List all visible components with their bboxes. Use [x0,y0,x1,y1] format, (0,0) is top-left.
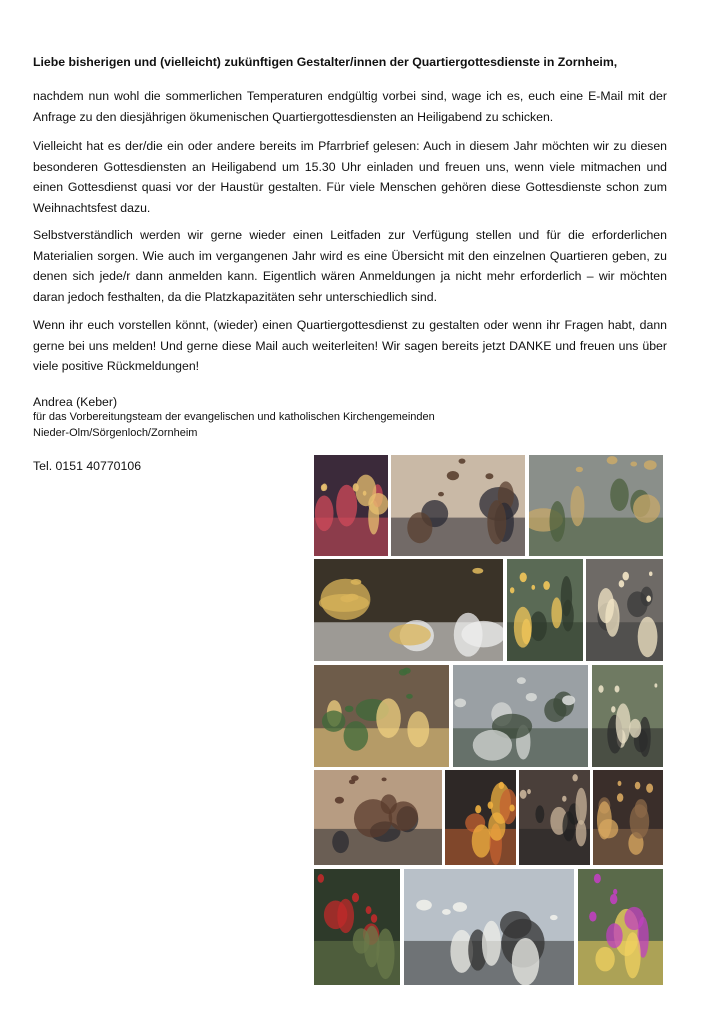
photo-church-nave [519,770,590,865]
photo-church-choir [593,770,663,865]
signature-parishes: Nieder-Olm/Sörgenloch/Zornheim [33,427,198,439]
photo-church-interior-tree [314,665,449,767]
photo-outdoor-tree-lights [507,559,583,661]
paragraph-closing: Wenn ihr euch vorstellen könnt, (wieder) einen Quartiergottesdienst zu gestalten oder wenn ihr Fragen habt, dann gerne bei uns melden! Und gerne diese Mail auch weiterleiten! Wir sagen bereits jetzt DANKE und freuen uns über viele positive Rückmeldungen! [33,318,667,374]
photo-christmas-tree-gathering [314,559,503,661]
photo-candles-on-ground [586,559,663,661]
photo-children-costumes [314,455,388,556]
phone-number: Tel. 0151 40770106 [33,459,142,473]
paragraph-materials: Selbstverständlich werden wir gerne wieder einen Leitfaden zur Verfügung stellen und für die erforderlichen Materialien sorgen. Wie auch im vergangenen Jahr wird es eine Übersicht mit den einzelnen Quartieren geben, zu denen sich jede/r dann anmelden kann. Eigentlich wären Anmeldungen ja nicht mehr erforderlich – wir möchten daran jedoch festhalten, da die Platzkapazitäten sehr unterschiedlich sind. [33,228,667,304]
photo-purple-crib-display [578,869,663,985]
photo-houses-street-crowd [404,869,574,985]
photo-street-gathering [453,665,588,767]
letter-heading: Liebe bisherigen und (vielleicht) zukünftigen Gestalter/innen der Quartiergottesdienste in Zornheim, [33,55,618,69]
paragraph-invitation: Vielleicht hat es der/die ein oder andere bereits im Pfarrbrief gelesen: Auch in diesem Jahr möchten wir zu diesen besonderen Gottesdiensten an Heiligabend um 15.30 Uhr einladen und freuen uns, wenn viele mitmachen und einen Gottesdienst quasi vor der Haustür gestalten. Für viele Menschen gehören diese Gottesdienste schon zum Weihnachtsfest dazu. [33,139,667,215]
photo-church-altar-cross [314,770,442,865]
signature-team: für das Vorbereitungsteam der evangelischen und katholischen Kirchengemeinden [33,411,435,423]
signature-name: Andrea (Keber) [33,395,118,409]
photo-outdoor-lectern [592,665,663,767]
paragraph-intro: nachdem nun wohl die sommerlichen Temperaturen endgültig vorbei sind, wage ich es, euch eine E-Mail mit der Anfrage zu den diesjährigen ökumenischen Quartiergottesdiensten an Heiligabend zu schicken. [33,89,667,124]
photo-church-hall-service [391,455,525,556]
photo-courtyard-crib [529,455,663,556]
photo-lantern-crib [445,770,516,865]
photo-tree-ornament [314,869,400,985]
